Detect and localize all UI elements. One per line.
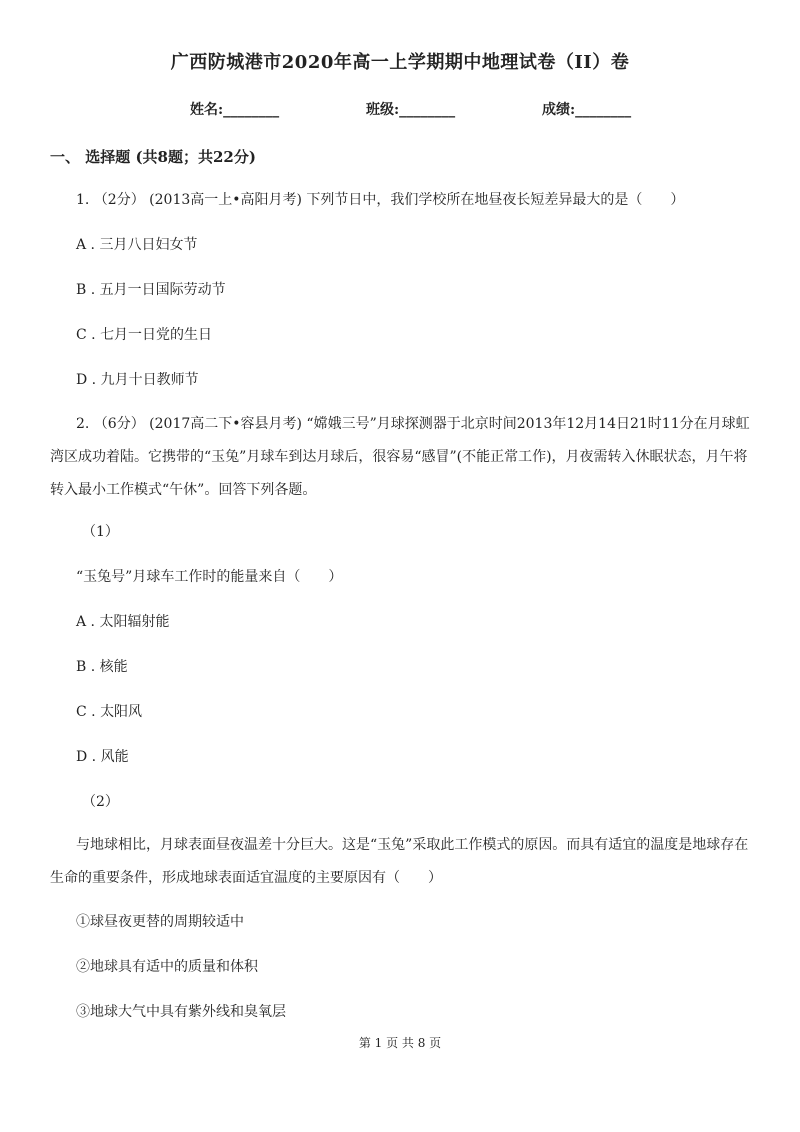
question-1-stem: 1. （2分） (2013高一上•高阳月考) 下列节日中，我们学校所在地昼夜长短差异最大的是（ ） bbox=[76, 192, 685, 208]
question-2-sub1-option-a: A . 太阳辐射能 bbox=[76, 614, 170, 630]
question-2-sub1-label: （1） bbox=[82, 524, 119, 540]
question-2-sub1-option-c: C . 太阳风 bbox=[76, 704, 143, 720]
class-field: 班级:________ bbox=[366, 102, 456, 118]
question-2-sub1-option-d: D . 风能 bbox=[76, 749, 129, 765]
question-2-sub2-item-1: ①球昼夜更替的周期较适中 bbox=[76, 914, 244, 930]
page-footer: 第 1 页 共 8 页 bbox=[358, 1036, 442, 1050]
question-1-option-c: C . 七月一日党的生日 bbox=[76, 327, 213, 343]
score-field: 成绩:________ bbox=[542, 102, 632, 118]
question-2-sub2-item-3: ③地球大气中具有紫外线和臭氧层 bbox=[76, 1004, 286, 1020]
question-2-sub2-item-2: ②地球具有适中的质量和体积 bbox=[76, 959, 258, 975]
exam-title: 广西防城港市2020年高一上学期期中地理试卷（II）卷 bbox=[170, 52, 630, 73]
question-2-sub1-stem: “玉兔号”月球车工作时的能量来自（ ） bbox=[76, 569, 343, 585]
name-field: 姓名:________ bbox=[190, 102, 280, 118]
question-1-option-a: A . 三月八日妇女节 bbox=[76, 237, 198, 253]
question-2-sub2-label: （2） bbox=[82, 794, 119, 810]
question-2-sub1-option-b: B . 核能 bbox=[76, 659, 128, 675]
question-2-stem: 2. （6分） (2017高二下•容县月考) “嫦娥三号”月球探测器于北京时间2013年12月14日21时11分在月球虹湾区成功着陆。它携带的“玉兔”月球车到达月球后，很容易“感冒”(不能正常工作)，月夜需转入休眠状态，月午将转入最小工作模式“午休”。回答下列各题。 bbox=[50, 416, 750, 498]
question-1-option-d: D . 九月十日教师节 bbox=[76, 372, 199, 388]
section-title-choice: 一、 选择题 (共8题；共22分) bbox=[50, 148, 256, 166]
question-2-sub2-stem: 与地球相比，月球表面昼夜温差十分巨大。这是“玉兔”采取此工作模式的原因。而具有适宜的温度是地球存在生命的重要条件，形成地球表面适宜温度的主要原因有（ ） bbox=[50, 837, 749, 886]
question-1-option-b: B . 五月一日国际劳动节 bbox=[76, 282, 226, 298]
